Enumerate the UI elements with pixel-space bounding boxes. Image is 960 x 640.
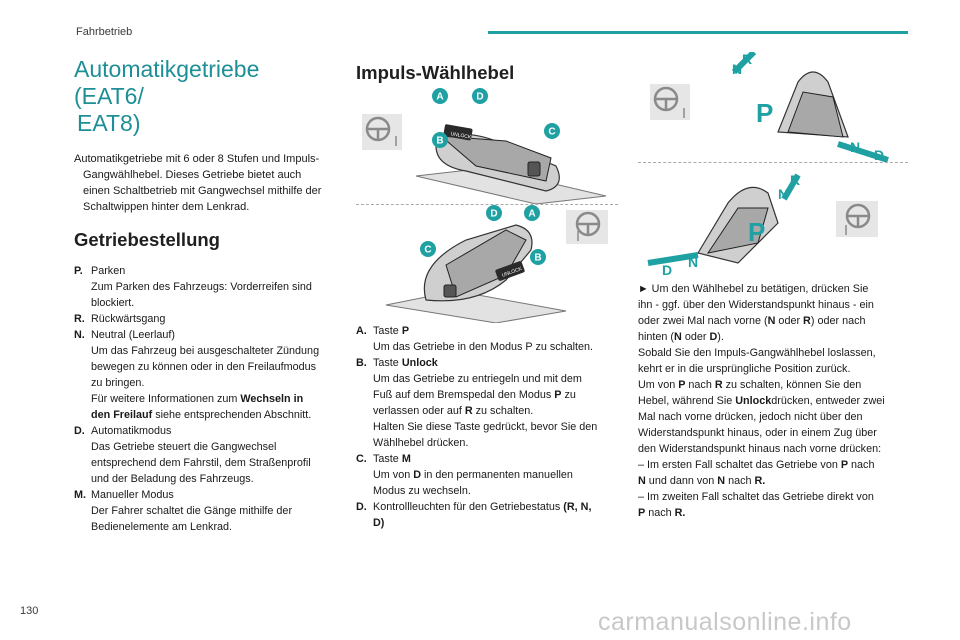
list-text: blockiert. [91, 297, 135, 309]
text-line: Widerstandspunkt hinaus, oder in einem Zug über [638, 427, 877, 439]
text-line: ► Um den Wählhebel zu betätigen, drücken Sie [638, 283, 869, 295]
list-text: Um das Getriebe in den Modus P zu schalten. [373, 341, 594, 353]
list-item [74, 487, 334, 535]
list-text: Um das Getriebe zu entriegeln und mit dem [373, 373, 582, 385]
list-key: M. [74, 489, 86, 501]
selector-illustration-bottom [356, 205, 618, 323]
gear-d-indicator: D [662, 262, 673, 275]
text-line: ihn - ggf. über den Widerstandspunkt hinaus - ein [638, 299, 874, 311]
callout-c: C [548, 126, 556, 138]
list-text: D) [373, 517, 385, 529]
list-item [356, 451, 618, 499]
callout-b: B [436, 135, 444, 147]
figure-shift-backward [638, 163, 908, 275]
page-title [74, 56, 334, 137]
list-item [74, 423, 334, 487]
list-text: den Freilauf siehe entsprechenden Abschnitt. [91, 409, 312, 421]
steering-wheel-icon [566, 210, 608, 244]
gear-d-indicator: D [874, 147, 885, 162]
gear-position-list [74, 263, 334, 535]
list-text: Halten Sie diese Taste gedrückt, bevor Sie den [373, 421, 598, 433]
shift-instructions [638, 281, 908, 521]
text-line: kehrt er in die ursprüngliche Position zurück. [638, 363, 851, 375]
list-item [74, 311, 334, 327]
list-key: P. [74, 265, 83, 277]
shift-illustration-top [638, 52, 908, 162]
gear-n-indicator: N [778, 186, 789, 202]
list-item [356, 499, 618, 531]
list-text: Für weitere Informationen zum Wechseln in [91, 393, 304, 405]
text-line: hinten (N oder D). [638, 331, 724, 343]
page-number: 130 [20, 605, 39, 617]
gear-p-indicator: P [748, 217, 766, 247]
list-text: Zum Parken des Fahrzeugs: Vorderreifen sind [91, 281, 312, 293]
list-text: Neutral (Leerlauf) [91, 329, 176, 341]
list-key: B. [356, 357, 367, 369]
list-text: Fuß auf dem Bremspedal den Modus P zu [373, 389, 576, 401]
figure-shift-forward [638, 52, 908, 162]
unlock-label: UNLOCK [501, 266, 523, 279]
callout-d: D [490, 208, 498, 220]
selector-illustration-top [356, 86, 618, 204]
callout-c: C [424, 244, 432, 256]
list-text: bewegen zu können oder in den Freilaufmodus [91, 361, 317, 373]
text-line: Hebel, während Sie Unlockdrücken, entweder zwei [638, 395, 885, 407]
list-key: D. [74, 425, 85, 437]
title-line-2: EAT8) [77, 110, 141, 136]
callout-d: D [476, 91, 484, 103]
list-text: Parken [91, 265, 126, 277]
section-heading-getriebestellung: Getriebestellung [74, 229, 220, 250]
list-text: Taste Unlock [373, 357, 438, 369]
intro-line: Gangwählhebel. Dieses Getriebe bietet auch [83, 169, 302, 181]
column-middle [356, 52, 618, 531]
intro-line: Automatikgetriebe mit 6 oder 8 Stufen und Impuls- [74, 153, 320, 165]
section-heading-impuls-waehlhebel: Impuls-Wählhebel [356, 62, 515, 83]
gear-n-indicator: N [850, 139, 861, 155]
text-line: – Im zweiten Fall schaltet das Getriebe direkt von [638, 491, 874, 503]
list-text: verlassen oder auf R zu schalten. [373, 405, 534, 417]
list-text: entsprechend dem Fahrstil, dem Straßenprofil [91, 457, 311, 469]
list-key: A. [356, 325, 367, 337]
intro-paragraph [74, 151, 334, 215]
list-text: Um das Fahrzeug bei ausgeschalteter Zündung [91, 345, 320, 357]
running-head: Fahrbetrieb [76, 26, 133, 38]
callout-a: A [528, 208, 536, 220]
list-text: Der Fahrer schaltet die Gänge mithilfe der [91, 505, 293, 517]
text-line: den Widerstandspunkt hinaus nach vorne drücken: [638, 443, 882, 455]
list-item [74, 263, 334, 311]
list-text: Rückwärtsgang [91, 313, 166, 325]
watermark-text: carmanualsonline.info [598, 608, 852, 636]
column-left [74, 52, 334, 535]
list-text: Taste M [373, 453, 411, 465]
list-text: Um von D in den permanenten manuellen [373, 469, 573, 481]
list-key: R. [74, 313, 85, 325]
list-text: Automatikmodus [91, 425, 172, 437]
list-text: Bedienelemente am Lenkrad. [91, 521, 233, 533]
list-text: zu bringen. [91, 377, 145, 389]
list-text: Das Getriebe steuert die Gangwechsel [91, 441, 277, 453]
list-text: Wählhebel drücken. [373, 437, 469, 449]
text-line: Sobald Sie den Impuls-Gangwählhebel loslassen, [638, 347, 876, 359]
text-line: – Im ersten Fall schaltet das Getriebe von P nach [638, 459, 875, 471]
header-accent-bar [488, 31, 908, 34]
figure-selector-top [356, 86, 618, 204]
column-right [638, 52, 908, 521]
title-line-1: Automatikgetriebe (EAT6/ [74, 56, 260, 109]
list-key: D. [356, 501, 367, 513]
text-line: Um von P nach R zu schalten, können Sie den [638, 379, 862, 391]
gear-n-indicator: N [688, 254, 699, 270]
text-line: Mal nach vorne drücken, jedoch nicht über den [638, 411, 863, 423]
gear-r-indicator: R [742, 52, 753, 67]
gear-p-indicator: P [756, 98, 774, 128]
gear-n-indicator: N [732, 61, 743, 77]
text-line: P nach R. [638, 507, 686, 519]
callout-a: A [436, 91, 444, 103]
list-text: Manueller Modus [91, 489, 174, 501]
list-text: und der Beladung des Fahrzeugs. [91, 473, 254, 485]
steering-wheel-icon [836, 201, 878, 237]
list-item [356, 355, 618, 451]
list-item [356, 323, 618, 355]
steering-wheel-icon [362, 114, 402, 150]
list-key: C. [356, 453, 367, 465]
list-text: Kontrollleuchten für den Getriebestatus (R, N, [373, 501, 592, 513]
steering-wheel-icon [650, 84, 690, 120]
text-line: oder zwei Mal nach vorne (N oder R) oder nach [638, 315, 866, 327]
list-text: Modus zu wechseln. [373, 485, 471, 497]
intro-line: Schaltwippen hinter dem Lenkrad. [83, 201, 250, 213]
shift-illustration-bottom [638, 163, 908, 275]
callout-b: B [534, 252, 542, 264]
text-line: N und dann von N nach R. [638, 475, 766, 487]
list-text: Taste P [373, 325, 410, 337]
selector-button-list [356, 323, 618, 531]
intro-line: einen Schaltbetrieb mit Gangwechsel mithilfe der [83, 185, 322, 197]
unlock-label: UNLOCK [450, 131, 472, 141]
list-item [74, 327, 334, 423]
figure-selector-bottom [356, 205, 618, 323]
list-key: N. [74, 329, 85, 341]
gear-r-indicator: R [790, 172, 801, 188]
